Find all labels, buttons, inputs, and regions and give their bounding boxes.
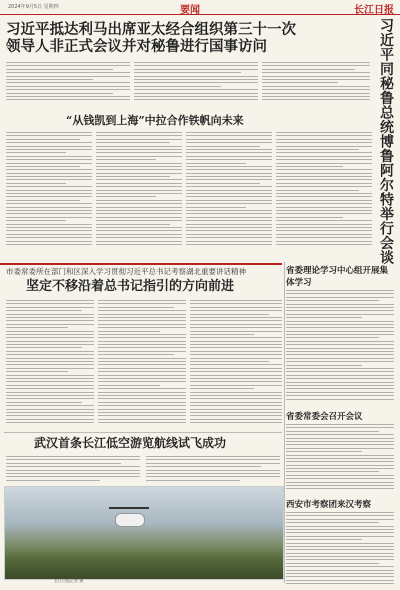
sidebar-text-3 bbox=[286, 512, 394, 590]
vertical-headline: 习近平同秘鲁总统博鲁阿尔特举行会谈 bbox=[378, 18, 394, 265]
lead-headline-line-1: 习近平抵达利马出席亚太经合组织第三十一次 bbox=[6, 21, 296, 38]
news-photo bbox=[4, 486, 284, 580]
sidebar-text-2 bbox=[286, 424, 394, 496]
bottom-text-col-2 bbox=[146, 456, 280, 484]
lead-article-text-2 bbox=[134, 62, 258, 106]
feature-headline: “从钱凯到上海”中拉合作铁帆向未来 bbox=[66, 114, 244, 127]
lead-headline bbox=[6, 22, 366, 55]
sidebar-headline-1: 省委理论学习中心组开展集体学习 bbox=[286, 266, 389, 288]
feature-text-col-2 bbox=[96, 132, 182, 258]
bottom-text-col-1 bbox=[6, 456, 140, 484]
section-divider bbox=[0, 263, 282, 265]
province-text-col-2 bbox=[98, 300, 186, 434]
feature-text-col-4 bbox=[276, 132, 372, 258]
province-kicker: 市委常委所在部门和区深入学习贯彻习近平总书记考察湖北重要讲话精神 bbox=[6, 267, 246, 276]
bottom-divider bbox=[4, 432, 282, 433]
photo-caption: 长江日报记者 摄 bbox=[54, 578, 84, 583]
lead-article-text-3 bbox=[262, 62, 370, 106]
province-text-col-1 bbox=[6, 300, 94, 434]
lead-headline-line-2: 领导人非正式会议并对秘鲁进行国事访问 bbox=[6, 37, 267, 55]
sidebar-text-1 bbox=[286, 290, 394, 408]
province-headline: 坚定不移沿着总书记指引的方向前进 bbox=[26, 279, 235, 294]
feature-text-col-1 bbox=[6, 132, 92, 258]
bottom-headline: 武汉首条长江低空游览航线试飞成功 bbox=[34, 436, 227, 450]
aircraft-shape bbox=[115, 513, 145, 527]
sidebar bbox=[286, 262, 396, 582]
sidebar-headline-3: 西安市考察团来汉考察 bbox=[286, 500, 372, 510]
feature-text-col-3 bbox=[186, 132, 272, 258]
masthead bbox=[0, 0, 400, 15]
issue-date: 2024年9月5日 星期四 bbox=[8, 4, 59, 10]
province-text-col-3 bbox=[190, 300, 282, 434]
aircraft-rotor-shape bbox=[109, 507, 149, 509]
lead-article-text bbox=[6, 62, 130, 106]
sidebar-headline-2: 省委常委会召开会议 bbox=[286, 412, 363, 422]
sidebar-rule bbox=[284, 262, 285, 583]
newspaper-logo: 长江日报 bbox=[354, 5, 394, 16]
section-title: 要闻 bbox=[180, 5, 200, 16]
